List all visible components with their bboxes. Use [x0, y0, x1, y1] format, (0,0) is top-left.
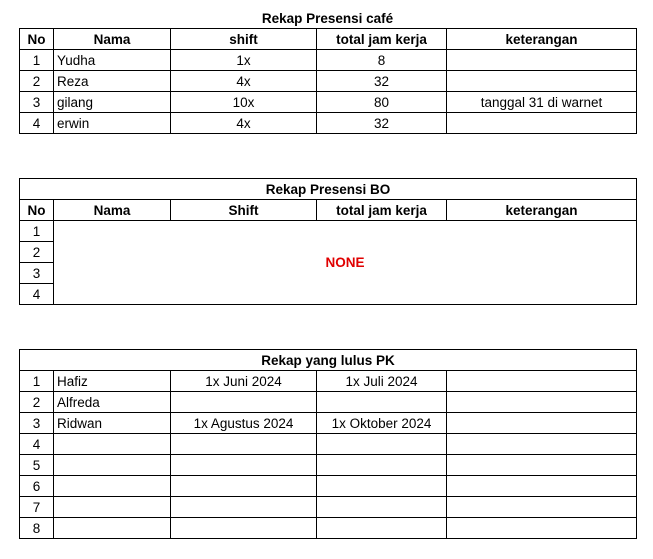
bo-attendance-section	[19, 178, 636, 305]
row-number: 5	[20, 455, 54, 476]
pk-passed-table	[19, 349, 637, 539]
row-col5	[447, 392, 637, 413]
table-row	[20, 476, 637, 497]
row-col3	[171, 518, 317, 539]
table-row	[20, 413, 637, 434]
row-col4	[317, 476, 447, 497]
row-col3	[171, 476, 317, 497]
row-col4	[317, 497, 447, 518]
pk-passed-section	[19, 349, 636, 539]
table-title-row	[20, 350, 637, 371]
row-nama	[54, 434, 171, 455]
row-nama: Hafiz	[54, 371, 171, 392]
row-col4: 1x Juli 2024	[317, 371, 447, 392]
row-nama: Alfreda	[54, 392, 171, 413]
row-number: 4	[20, 284, 54, 305]
row-col3	[171, 455, 317, 476]
table-row	[20, 221, 637, 242]
row-keterangan	[447, 50, 637, 71]
row-col4	[317, 455, 447, 476]
row-col5	[447, 434, 637, 455]
row-nama: Yudha	[54, 50, 171, 71]
table-row	[20, 392, 637, 413]
row-number: 6	[20, 476, 54, 497]
table-row	[20, 455, 637, 476]
table-title-row	[20, 179, 637, 200]
table-header-row	[20, 200, 637, 221]
header-no: No	[20, 29, 54, 50]
table-row	[20, 371, 637, 392]
row-col3	[171, 434, 317, 455]
row-shift: 10x	[171, 92, 317, 113]
row-number: 4	[20, 434, 54, 455]
row-col5	[447, 518, 637, 539]
row-total-jam: 8	[317, 50, 447, 71]
row-keterangan	[447, 71, 637, 92]
row-col3	[171, 392, 317, 413]
row-number: 7	[20, 497, 54, 518]
table-header-row	[20, 29, 637, 50]
row-col5	[447, 413, 637, 434]
row-col5	[447, 497, 637, 518]
row-col4: 1x Oktober 2024	[317, 413, 447, 434]
table-row	[20, 71, 637, 92]
row-col3	[171, 497, 317, 518]
cafe-table-title: Rekap Presensi café	[261, 11, 394, 26]
row-keterangan	[447, 113, 637, 134]
row-col4	[317, 518, 447, 539]
row-number: 4	[20, 113, 54, 134]
header-total-jam-kerja: total jam kerja	[317, 29, 447, 50]
header-shift: Shift	[171, 200, 317, 221]
header-shift: shift	[171, 29, 317, 50]
header-no: No	[20, 200, 54, 221]
row-nama	[54, 476, 171, 497]
row-nama: erwin	[54, 113, 171, 134]
row-number: 2	[20, 392, 54, 413]
header-nama: Nama	[54, 29, 171, 50]
table-row	[20, 92, 637, 113]
row-nama	[54, 497, 171, 518]
row-number: 3	[20, 263, 54, 284]
row-col4	[317, 392, 447, 413]
row-nama	[54, 455, 171, 476]
pk-table-title: Rekap yang lulus PK	[20, 350, 637, 371]
row-total-jam: 80	[317, 92, 447, 113]
row-nama	[54, 518, 171, 539]
row-col5	[447, 371, 637, 392]
row-total-jam: 32	[317, 113, 447, 134]
row-shift: 4x	[171, 113, 317, 134]
header-keterangan: keterangan	[447, 29, 637, 50]
row-number: 8	[20, 518, 54, 539]
none-note: NONE	[54, 221, 637, 305]
row-number: 3	[20, 92, 54, 113]
row-number: 2	[20, 71, 54, 92]
cafe-attendance-table	[19, 28, 637, 134]
cafe-attendance-section	[19, 9, 636, 134]
table-row	[20, 50, 637, 71]
header-total-jam-kerja: total jam kerja	[317, 200, 447, 221]
row-nama: Ridwan	[54, 413, 171, 434]
row-col3: 1x Juni 2024	[171, 371, 317, 392]
row-shift: 1x	[171, 50, 317, 71]
row-col3: 1x Agustus 2024	[171, 413, 317, 434]
row-number: 3	[20, 413, 54, 434]
row-number: 1	[20, 50, 54, 71]
header-nama: Nama	[54, 200, 171, 221]
bo-attendance-table	[19, 178, 637, 305]
table-row	[20, 518, 637, 539]
table-row	[20, 113, 637, 134]
table-row	[20, 434, 637, 455]
row-total-jam: 32	[317, 71, 447, 92]
row-keterangan: tanggal 31 di warnet	[447, 92, 637, 113]
row-col5	[447, 476, 637, 497]
row-number: 1	[20, 371, 54, 392]
row-nama: Reza	[54, 71, 171, 92]
bo-table-title: Rekap Presensi BO	[20, 179, 637, 200]
header-keterangan: keterangan	[447, 200, 637, 221]
table-row	[20, 497, 637, 518]
row-shift: 4x	[171, 71, 317, 92]
row-number: 1	[20, 221, 54, 242]
row-col5	[447, 455, 637, 476]
row-number: 2	[20, 242, 54, 263]
row-col4	[317, 434, 447, 455]
row-nama: gilang	[54, 92, 171, 113]
